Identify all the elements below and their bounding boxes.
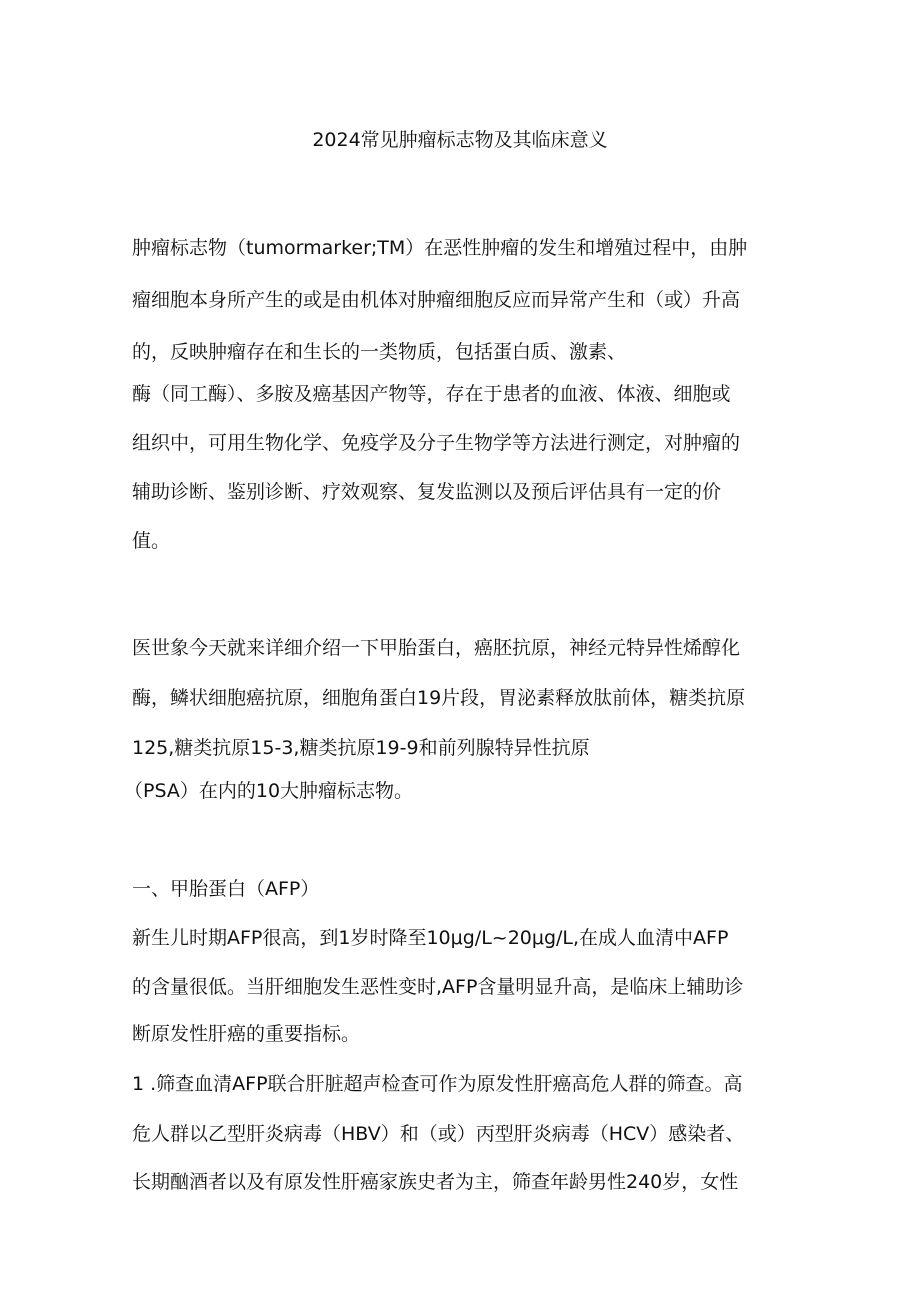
paragraph-overview-line: 医世象今天就来详细介绍一下甲胎蛋白，癌胚抗原，神经元特异性烯醇化 [132, 637, 741, 659]
paragraph-overview-line: （PSA）在内的10大肿瘤标志物。 [124, 780, 414, 802]
paragraph-afp-line: 新生儿时期AFP很高，到1岁时降至10μg/L~20μg/L,在成人血清中AFP [132, 927, 729, 949]
paragraph-intro-line: 的，反映肿瘤存在和生长的一类物质，包括蛋白质、激素、 [132, 341, 627, 363]
paragraph-intro-line: 值。 [132, 530, 171, 552]
paragraph-intro-line: 肿瘤标志物（tumormarker;TM）在恶性肿瘤的发生和增殖过程中，由肿 [132, 237, 748, 259]
paragraph-screening-line: 危人群以乙型肝炎病毒（HBV）和（或）丙型肝炎病毒（HCV）感染者、 [132, 1123, 745, 1145]
paragraph-overview-line: 酶，鳞状细胞癌抗原，细胞角蛋白19片段，胃泌素释放肽前体，糖类抗原 [132, 687, 746, 709]
paragraph-intro-line: 酶（同工酶）、多胺及癌基因产物等，存在于患者的血液、体液、细胞或 [132, 383, 731, 405]
paragraph-intro-line: 组织中，可用生物化学、免疫学及分子生物学等方法进行测定，对肿瘤的 [132, 432, 741, 454]
paragraph-screening-line: 长期酗酒者以及有原发性肝癌家族史者为主，筛查年龄男性240岁，女性 [132, 1171, 739, 1193]
paragraph-intro-line: 瘤细胞本身所产生的或是由机体对肿瘤细胞反应而异常产生和（或）升高 [132, 289, 741, 311]
document-title: 2024常见肿瘤标志物及其临床意义 [312, 129, 608, 151]
paragraph-screening-line: 1 .筛查血清AFP联合肝脏超声检查可作为原发性肝癌高危人群的筛查。高 [132, 1073, 743, 1095]
paragraph-afp-line: 的含量很低。当肝细胞发生恶性变时,AFP含量明显升高，是临床上辅助诊 [132, 976, 744, 998]
paragraph-overview-line: 125,糖类抗原15-3,糖类抗原19-9和前列腺特异性抗原 [132, 737, 590, 759]
paragraph-intro-line: 辅助诊断、鉴别诊断、疗效观察、复发监测以及预后评估具有一定的价 [132, 481, 722, 503]
section-heading-afp: 一、甲胎蛋白（AFP） [132, 878, 320, 900]
paragraph-afp-line: 断原发性肝癌的重要指标。 [132, 1023, 361, 1045]
